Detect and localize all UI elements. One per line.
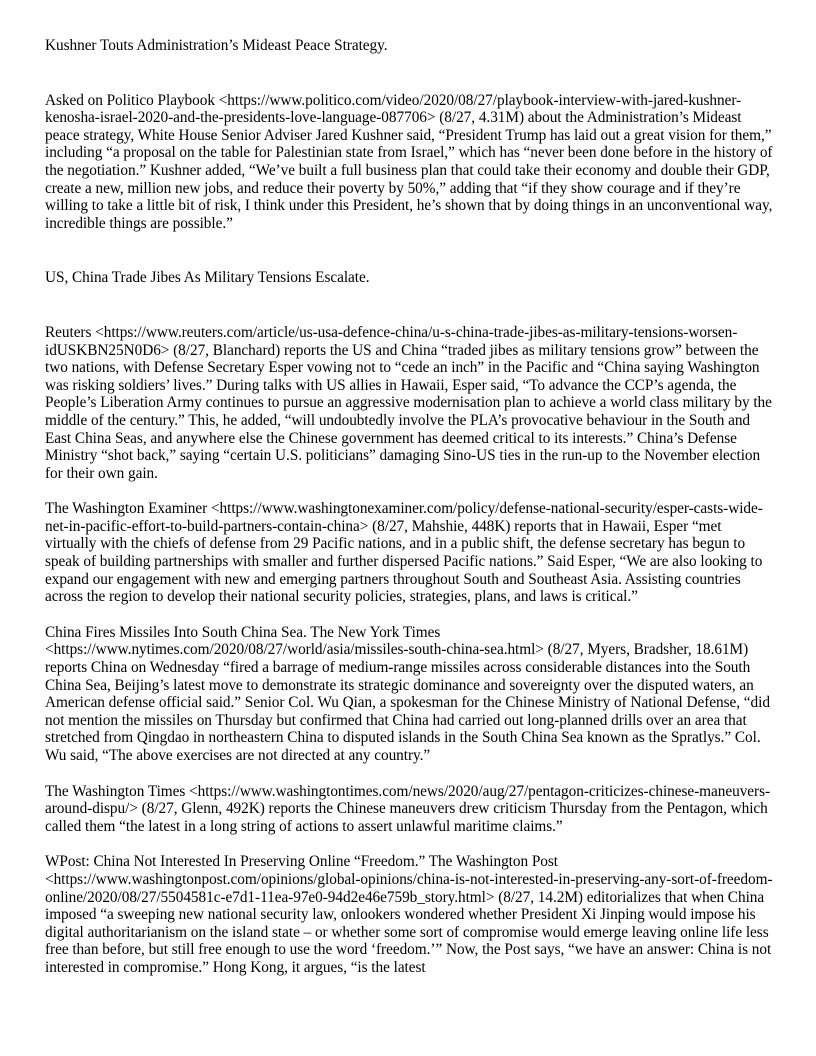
paragraph-wpost-freedom: WPost: China Not Interested In Preserving Online “Freedom.” The Washington Post <https://www.washingtonpost.com/opinions/global-opinions/china-is-not-interested-in-preserving-any-sort-of-freedom-online/2020/08/27/5504581c-e7d1-11ea-97e0-94d2e46e759b_story.html> (8/27, 14.2M) editorializes that when China imposed “a sweeping new national security law, onlookers wondered whether President Xi Jinping would impose his digital authoritarianism on the island state – or whether some sort of compromise would emerge leaving online life less free than before, but still free enough to use the word ‘freedom.’” Now, the Post says, “we have an answer: China is not interested in compromise.” Hong Kong, it argues, “is the latest	[45, 853, 773, 976]
spacer	[45, 232, 773, 269]
spacer	[45, 835, 773, 853]
spacer	[45, 765, 773, 783]
paragraph-washington-times: The Washington Times <https://www.washingtontimes.com/news/2020/aug/27/pentagon-criticizes-chinese-maneuvers-around-dispu/> (8/27, Glenn, 492K) reports the Chinese maneuvers drew criticism Thursday from the Pentagon, which called them “the latest in a long string of actions to assert unlawful maritime claims.”	[45, 782, 771, 835]
document-page	[45, 37, 773, 977]
spacer	[45, 55, 773, 92]
paragraph-nytimes-missiles: China Fires Missiles Into South China Sea. The New York Times <https://www.nytimes.com/2020/08/27/world/asia/missiles-south-china-sea.html> (8/27, Myers, Bradsher, 18.61M) reports China on Wednesday “fired a barrage of medium-range missiles across considerable distances into the South China Sea, Beijing’s latest move to demonstrate its strategic dominance and sovereignty over the disputed waters, an American defense official said.” Senior Col. Wu Qian, a spokesman for the Chinese Ministry of National Defense, “did not mention the missiles on Thursday but confirmed that China had carried out long-planned drills over an area that stretched from Qingdao in northeastern China to disputed islands in the South China Sea known as the Spratlys.” Col. Wu said, “The above exercises are not directed at any country.”	[45, 623, 770, 764]
headline-us-china: US, China Trade Jibes As Military Tensions Escalate.	[45, 269, 370, 287]
spacer	[45, 287, 773, 324]
paragraph-reuters: Reuters <https://www.reuters.com/article/us-usa-defence-china/u-s-china-trade-jibes-as-military-tensions-worsen-idUSKBN25N0D6> (8/27, Blanchard) reports the US and China “traded jibes as military tensions grow” between the two nations, with Defense Secretary Esper vowing not to “cede an inch” in the Pacific and “China saying Washington was risking soldiers’ lives.” During talks with US allies in Hawaii, Esper said, “To advance the CCP’s agenda, the People’s Liberation Army continues to pursue an aggressive modernisation plan to achieve a world class military by the middle of the century.” This, he added, “will undoubtedly involve the PLA’s provocative behaviour in the South and East China Seas, and anywhere else the Chinese government has deemed critical to its interests.” China’s Defense Ministry “shot back,” saying “certain U.S. politicians” damaging Sino-US ties in the run-up to the November election for their own gain.	[45, 323, 772, 482]
headline-kushner: Kushner Touts Administration’s Mideast Peace Strategy.	[45, 37, 388, 54]
spacer	[45, 482, 773, 500]
paragraph-washington-examiner: The Washington Examiner <https://www.washingtonexaminer.com/policy/defense-national-security/esper-casts-wide-net-in-pacific-effort-to-build-partners-contain-china> (8/27, Mahshie, 448K) reports that in Hawaii, Esper “met virtually with the chiefs of defense from 29 Pacific nations, and in a public shift, the defense secretary has begun to speak of building partnerships with smaller and further dispersed Pacific nations.” Said Esper, “We are also looking to expand our engagement with new and emerging partners throughout South and Southeast Asia. Assisting countries across the region to develop their national security policies, strategies, plans, and laws is critical.”	[45, 500, 763, 606]
spacer	[45, 606, 773, 624]
paragraph-politico: Asked on Politico Playbook <https://www.politico.com/video/2020/08/27/playbook-interview-with-jared-kushner-kenosha-israel-2020-and-the-presidents-love-language-087706> (8/27, 4.31M) about the Administration’s Mideast peace strategy, White House Senior Adviser Jared Kushner said, “President Trump has laid out a great vision for them,” including “a proposal on the table for Palestinian state from Israel,” which has “never been done before in the history of the negotiation.” Kushner added, “We’ve built a full business plan that could take their economy and double their GDP, create a new, million new jobs, and reduce their poverty by 50%,” adding that “if they show courage and if they’re willing to take a little bit of risk, I think under this President, he’s shown that by doing things in an unconventional way, incredible things are possible.”	[45, 91, 773, 232]
